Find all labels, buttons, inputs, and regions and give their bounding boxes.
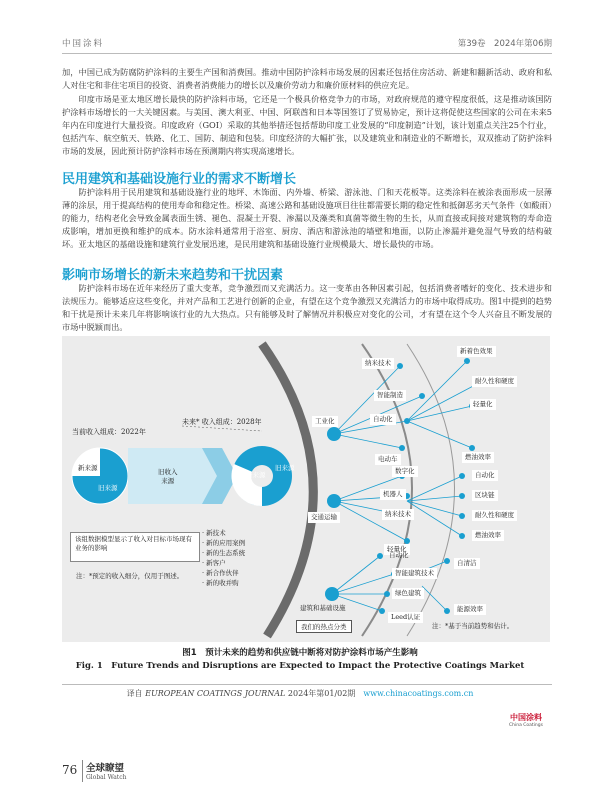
issue-info: 第39卷 2024年第06期 bbox=[457, 39, 552, 49]
new-sources-item: · 新的应用案例 bbox=[202, 539, 246, 547]
g1-item-3: 电动车 bbox=[375, 454, 401, 465]
new-sources-item: · 新客户 bbox=[202, 559, 226, 567]
source-prefix: 译自 bbox=[126, 689, 146, 698]
old-source-future: 旧来源 bbox=[275, 464, 295, 472]
g2r-item-2: 耐久性和硬度 bbox=[472, 510, 517, 521]
g2-item-3: 轻量化 bbox=[384, 544, 410, 555]
current-income-donut bbox=[72, 448, 128, 504]
source-url[interactable]: www.chinacoatings.com.cn bbox=[363, 689, 474, 698]
hub-label-industrial: 工业化 bbox=[312, 416, 338, 427]
legend-box: 该组数据模型显示了收入对目标市场现有业务的影响 bbox=[70, 532, 200, 562]
source-line bbox=[0, 688, 600, 699]
g3-item-3: Leed认证 bbox=[388, 612, 423, 623]
journal-logo bbox=[500, 712, 552, 736]
source-rule bbox=[62, 684, 552, 685]
paragraph-3: 防护涂料用于民用建筑和基础设施行业的地坪、木饰面、内外墙、桥梁、游泳池、门和天花板等。这类涂料在被涂表面形成一层薄薄的涂层，用于提高结构的使用寿命和稳定性。桥梁、高速公路和基础设施项目往往都需要长期的稳定性和抵御恶劣天气条件（如酸雨）的能力，结构老化会导致金属表面生锈、褪色、混凝土开裂、渗漏以及藻类和真菌等微生物的生长，从而直接或间接对建筑物的寿命造成影响，增加更换和维护的成本。防水涂料通常用于浴室、厨房、酒店和游泳池的墙壁和地面，以防止渗漏并避免湿气导致的结构破坏。亚太地区的基础设施和建筑行业发展迅速，是民用建筑和基础设施行业规模最大、增长最快的市场。 bbox=[62, 187, 552, 249]
new-sources-item: · 新的生态系统 bbox=[202, 549, 246, 557]
g1-item-0: 纳米技术 bbox=[362, 358, 394, 369]
source-journal: EUROPEAN COATINGS JOURNAL bbox=[145, 689, 286, 698]
g3-item-2: 绿色建筑 bbox=[392, 588, 424, 599]
old-income-label: 旧收入 来源 bbox=[158, 468, 178, 485]
new-sources-list bbox=[202, 528, 245, 588]
logo-cn: 中国涂料 bbox=[510, 713, 542, 722]
g3-item-1: 智能建筑技术 bbox=[392, 568, 437, 579]
hub-label-transport: 交通运输 bbox=[308, 512, 340, 523]
new-source-current: 新来源 bbox=[78, 464, 98, 472]
hub3-connectors bbox=[332, 556, 447, 611]
paragraph-2: 印度市场是亚太地区增长最快的防护涂料市场，它还是一个极具价格竞争力的市场，对政府规范的遵守程度很低，这是推动该国防护涂料市场增长的一大关键因素。与美国、澳大利亚、中国、阿联酋和日本等国签订了贸易协定，预计这将促使这些国家的公司在未来5年内在印度进行大量投资。印度政府（GOI）采取的其他举措还包括帮助印度工业发展的“印度制造”计划，该计划重点关注25个行业，包括汽车、航空航天、铁路、化工、国防、制造和包装。印度经济的大幅扩张，以及建筑业和制造业的不断增长，双双推动了防护涂料市场的发展，因此预计防护涂料市场在预测期内将实现高速增长。 bbox=[62, 94, 552, 156]
paragraph-1: 加，中国已成为防腐防护涂料的主要生产国和消费国。推动中国防护涂料市场发展的因素还包括住房活动、新建和翻新活动、政府和私人对住宅和非住宅项目的投资、消费者消费能力的增长以及廉价劳动力和廉价原材料的供应充足。 bbox=[62, 67, 552, 90]
section-name: 全球瞭望 bbox=[86, 763, 125, 774]
g1r-item-3: 燃油效率 bbox=[462, 452, 494, 463]
hotspot-label: 我们的热点分类 bbox=[296, 620, 352, 633]
g3r-item-0: 自清洁 bbox=[454, 558, 480, 569]
figure-1 bbox=[62, 336, 550, 642]
g2-item-2: 纳米技术 bbox=[382, 509, 414, 520]
old-source-current: 旧来源 bbox=[98, 484, 118, 492]
future-income-label: 未来* 收入组成：2028年 bbox=[182, 418, 262, 426]
g2r-item-3: 燃油效率 bbox=[472, 530, 504, 541]
journal-name: 中国涂料 bbox=[62, 39, 105, 49]
current-income-label: 当前收入组成：2022年 bbox=[72, 428, 146, 436]
footer-separator bbox=[82, 760, 83, 782]
section-heading-2: 影响市场增长的新未来趋势和干扰因素 bbox=[62, 268, 284, 283]
page-number: 76 bbox=[62, 763, 78, 777]
g3-item-0: 自动化 bbox=[389, 551, 409, 559]
g1-item-1: 智能制造 bbox=[374, 390, 406, 401]
hub-node-industrial bbox=[327, 427, 341, 441]
header-rule bbox=[62, 53, 552, 54]
note-left: 注：*预定的收入细分，仅用于图述。 bbox=[76, 572, 184, 580]
new-sources-item: · 新合作伙伴 bbox=[202, 569, 239, 577]
g2r-item-0: 自动化 bbox=[472, 470, 498, 481]
new-sources-item: · 新的收并购 bbox=[202, 579, 239, 587]
g1r-item-1: 耐久性和硬度 bbox=[472, 376, 517, 387]
g2r-item-1: 区块链 bbox=[472, 490, 498, 501]
hub-node-construction bbox=[325, 587, 339, 601]
g3r-item-1: 能源效率 bbox=[454, 604, 486, 615]
figure-caption-en: Fig. 1 Future Trends and Disruptions are Expected to Impact the Protective Coatings Market bbox=[75, 661, 525, 671]
logo-en: China Coatings bbox=[508, 723, 543, 728]
new-sources-item: · 新技术 bbox=[202, 529, 226, 537]
note-right: 注：*基于当前趋势和估计。 bbox=[432, 622, 514, 630]
hub-node-transport bbox=[327, 494, 341, 508]
g2-item-1: 机器人 bbox=[380, 489, 406, 500]
running-header bbox=[62, 37, 552, 51]
paragraph-4: 防护涂料市场在近年来经历了重大变革，竞争激烈而又充满活力。这一变革由各种因素引起，包括消费者嗜好的变化、技术进步和法规压力。能够适应这些变化，并对产品和工艺进行创新的企业，有望在这个竞争激烈又充满活力的市场中取得成功。图1中提到的趋势和干扰是预计未来几年将影响该行业的九大热点。只有能够及时了解情况并积极应对变化的公司，才有望在这个令人兴奋且不断发展的市场中脱颖而出。 bbox=[62, 283, 552, 332]
g1r-item-0: 新着色效果 bbox=[457, 346, 496, 357]
section-name-en: Global Watch bbox=[86, 774, 127, 781]
g1r-item-2: 轻量化 bbox=[470, 399, 496, 410]
section-heading-1: 民用建筑和基础设施行业的需求不断增长 bbox=[62, 172, 297, 187]
figure-caption-zh: 图1 预计未来的趋势和供应链中断将对防护涂料市场产生影响 bbox=[182, 648, 418, 658]
source-issue: 2024年第01/02期 bbox=[285, 689, 364, 698]
g1-item-2: 自动化 bbox=[370, 414, 396, 425]
new-source-future: 新来源 bbox=[246, 471, 266, 479]
hub-label-construction: 建筑和基础设施 bbox=[300, 604, 346, 612]
g2-item-0: 数字化 bbox=[392, 466, 418, 477]
